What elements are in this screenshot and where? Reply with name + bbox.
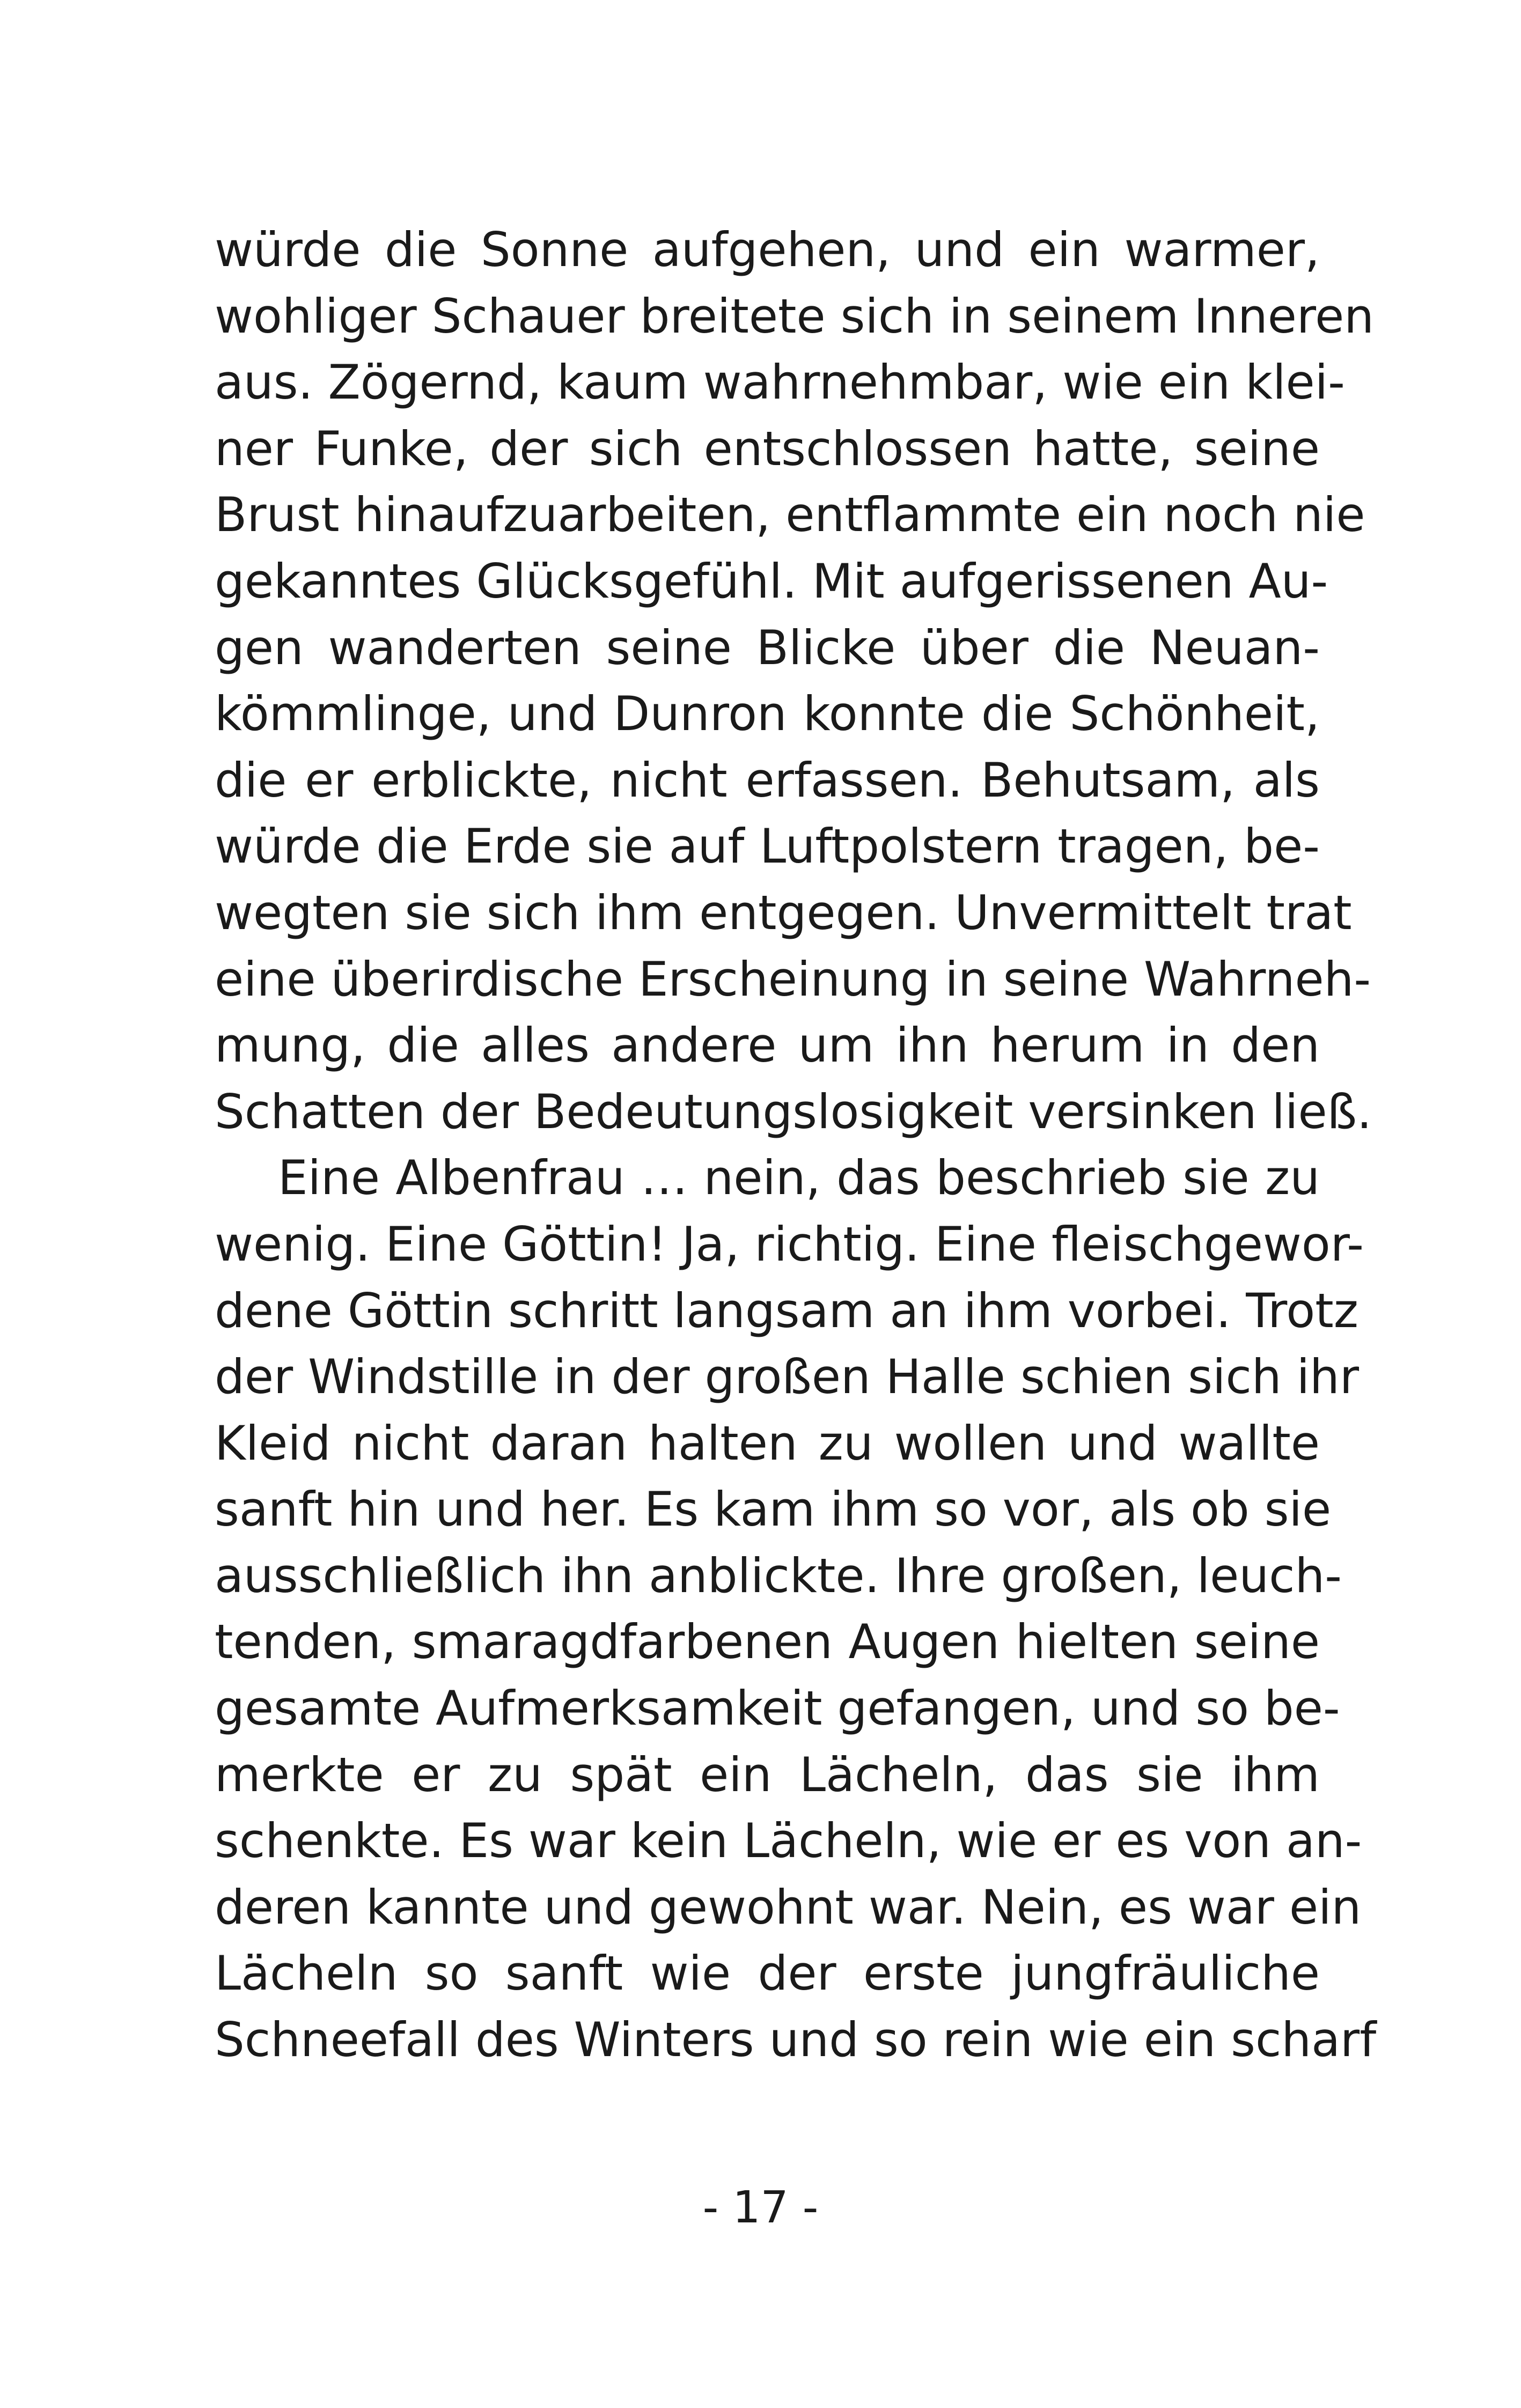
- text-line: gesamte Aufmerksamkeit gefangen, und so be-: [215, 1681, 1340, 1736]
- text-line: mung, die alles andere um ihn herum in den: [215, 1018, 1320, 1073]
- text-line: wegten sie sich ihm entgegen. Unvermittelt trat: [215, 885, 1352, 940]
- text-line: der Windstille in der großen Halle schien sich ihr: [215, 1349, 1360, 1405]
- text-line: aus. Zögernd, kaum wahrnehmbar, wie ein klei-: [215, 355, 1345, 410]
- text-line: Schatten der Bedeutungslosigkeit versinken ließ.: [215, 1084, 1372, 1139]
- body-text: [215, 217, 1377, 2073]
- text-line: wenig. Eine Göttin! Ja, richtig. Eine fleischgewor-: [215, 1216, 1364, 1272]
- text-line: Brust hinaufzuarbeiten, entflammte ein noch nie: [215, 487, 1365, 543]
- text-line: merkte er zu spät ein Lächeln, das sie ihm: [215, 1747, 1320, 1802]
- text-line: kömmlinge, und Dunron konnte die Schönheit,: [215, 686, 1320, 742]
- text-line: eine überirdische Erscheinung in seine Wahrneh-: [215, 951, 1371, 1007]
- text-line: deren kannte und gewohnt war. Nein, es war ein: [215, 1879, 1362, 1935]
- text-line: tenden, smaragdfarbenen Augen hielten seine: [215, 1614, 1320, 1670]
- text-line: ner Funke, der sich entschlossen hatte, seine: [215, 421, 1320, 476]
- text-line: würde die Erde sie auf Luftpolstern tragen, be-: [215, 819, 1320, 874]
- text-line: gekanntes Glücksgefühl. Mit aufgerissenen Au-: [215, 553, 1328, 609]
- text-line: Eine Albenfrau … nein, das beschrieb sie zu: [278, 1150, 1320, 1206]
- text-line: die er erblickte, nicht erfassen. Behutsam, als: [215, 752, 1320, 808]
- text-line: würde die Sonne aufgehen, und ein warmer,: [215, 222, 1320, 277]
- text-line: wohliger Schauer breitete sich in seinem Inneren: [215, 288, 1375, 344]
- text-line: Kleid nicht daran halten zu wollen und wallte: [215, 1415, 1320, 1471]
- text-line: schenkte. Es war kein Lächeln, wie er es von an-: [215, 1813, 1362, 1869]
- text-line: sanft hin und her. Es kam ihm so vor, als ob sie: [215, 1482, 1332, 1537]
- text-line: dene Göttin schritt langsam an ihm vorbei. Trotz: [215, 1283, 1358, 1338]
- text-line: Schneefall des Winters und so rein wie ein scharf: [215, 2012, 1377, 2068]
- text-line: Lächeln so sanft wie der erste jungfräuliche: [215, 1946, 1320, 2001]
- paragraph-1: [215, 217, 1375, 1145]
- text-line: ausschließlich ihn anblickte. Ihre großen, leuch-: [215, 1548, 1342, 1603]
- page-number: - 17 -: [702, 2182, 819, 2233]
- paragraph-2: [215, 1145, 1377, 2073]
- text-line: gen wanderten seine Blicke über die Neuan-: [215, 620, 1320, 675]
